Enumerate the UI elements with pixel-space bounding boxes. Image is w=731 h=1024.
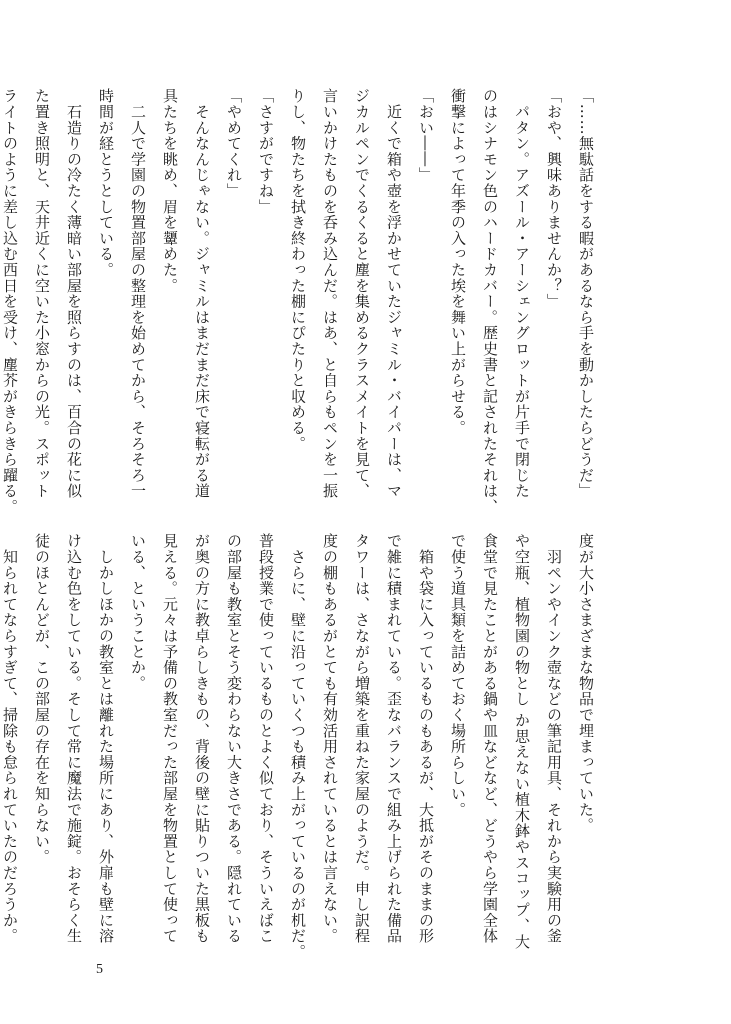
text-line: や空瓶、植物園の物とし か思えない植木鉢やスコップ、大 bbox=[513, 533, 531, 950]
text-line: で雑に積まれている。歪なバランスで組み上げられた備品 bbox=[385, 533, 403, 944]
text-line: 時間が経とうとしている。 bbox=[97, 88, 115, 278]
text-line: 近くで箱や壺を浮かせていたジャミル・バイパーは、マ bbox=[385, 88, 403, 499]
text-line: パタン。アズール・アーシェングロットが片手で閉じた bbox=[513, 88, 531, 499]
text-line: 羽ペンやインク壺などの筆記用具、それから実験用の釜 bbox=[545, 533, 563, 944]
text-line: 具たちを眺め、眉を顰めた。 bbox=[161, 88, 179, 294]
text-line: いる、ということか。 bbox=[129, 533, 147, 691]
text-line: 言いかけたものを呑み込んだ。はあ、と自らもペンを一振 bbox=[321, 88, 339, 499]
text-line: 徒のほとんどが、この部屋の存在を知らない。 bbox=[33, 533, 51, 865]
text-line: 衝撃によって年季の入った埃を舞い上がらせる。 bbox=[449, 88, 467, 436]
text-line: タワーは、さながら増築を重ねた家屋のようだ。申し訳程 bbox=[353, 533, 371, 944]
text-line: が奥の方に教卓らしきもの、背後の壁に貼りついた黒板も bbox=[193, 533, 211, 944]
text-line: 「さすがですね」 bbox=[257, 88, 275, 215]
text-line: け込む色をしている。そして常に魔法で施錠。おそらく生 bbox=[65, 533, 83, 944]
text-line: 度が大小さまざまな物品で埋まっていた。 bbox=[577, 533, 595, 834]
text-line: 「おや、興味ありませんか？」 bbox=[545, 88, 563, 310]
text-line: しかしほかの教室とは離れた場所にあり、外扉も壁に溶 bbox=[97, 533, 115, 944]
text-line: ライトのように差し込む西日を受け、塵芥がきらきら躍る。 bbox=[1, 88, 19, 515]
text-line: 見える。元々は予備の教室だった部屋を物置として使って bbox=[161, 533, 179, 944]
text-block-top bbox=[1, 88, 602, 515]
text-line: 知られてならすぎて、掃除も怠られていたのだろうか。 bbox=[1, 533, 19, 944]
text-line: 「……無駄話をする暇があるなら手を動かしたらどうだ」 bbox=[577, 88, 595, 499]
text-line: りし、物たちを拭き終わった棚にぴたりと収める。 bbox=[289, 88, 307, 452]
text-line: 「やめてくれ」 bbox=[225, 88, 243, 199]
text-line: のはシナモン色のハードカバー。歴史書と記されたそれは、 bbox=[481, 88, 499, 515]
text-line: さらに、壁に沿っていくつも積み上がっているのが机だ。 bbox=[289, 533, 307, 960]
text-line: 「おい――」 bbox=[417, 88, 435, 183]
text-line: の部屋も教室とそう変わらない大きさである。隠れている bbox=[225, 533, 243, 944]
text-line: 二人で学園の物置部屋の整理を始めてから、そろそろ一 bbox=[129, 88, 147, 499]
text-line: た置き照明と、天井近くに空いた小窓からの光。スポット bbox=[33, 88, 51, 499]
text-line: ジカルペンでくるくると塵を集めるクラスメイトを見て、 bbox=[353, 88, 371, 499]
text-line: 箱や袋に入っているものもあるが、大抵がそのままの形 bbox=[417, 533, 435, 944]
page-number: 5 bbox=[96, 962, 103, 977]
text-line: そんなんじゃない。ジャミルはまだまだ床で寝転がる道 bbox=[193, 88, 211, 499]
text-block-bottom bbox=[1, 533, 602, 960]
text-line: 食堂で見たことがある鍋や皿などなど、どうやら学園全体 bbox=[481, 533, 499, 944]
text-line: で使う道具類を詰めておく場所らしい。 bbox=[449, 533, 467, 818]
text-line: 普段授業で使っているものとよく似ており、そういえばこ bbox=[257, 533, 275, 944]
text-line: 石造りの冷たく薄暗い部屋を照らすのは、百合の花に似 bbox=[65, 88, 83, 499]
text-line: 度の棚もあるがとても有効活用されているとは言えない。 bbox=[321, 533, 339, 944]
